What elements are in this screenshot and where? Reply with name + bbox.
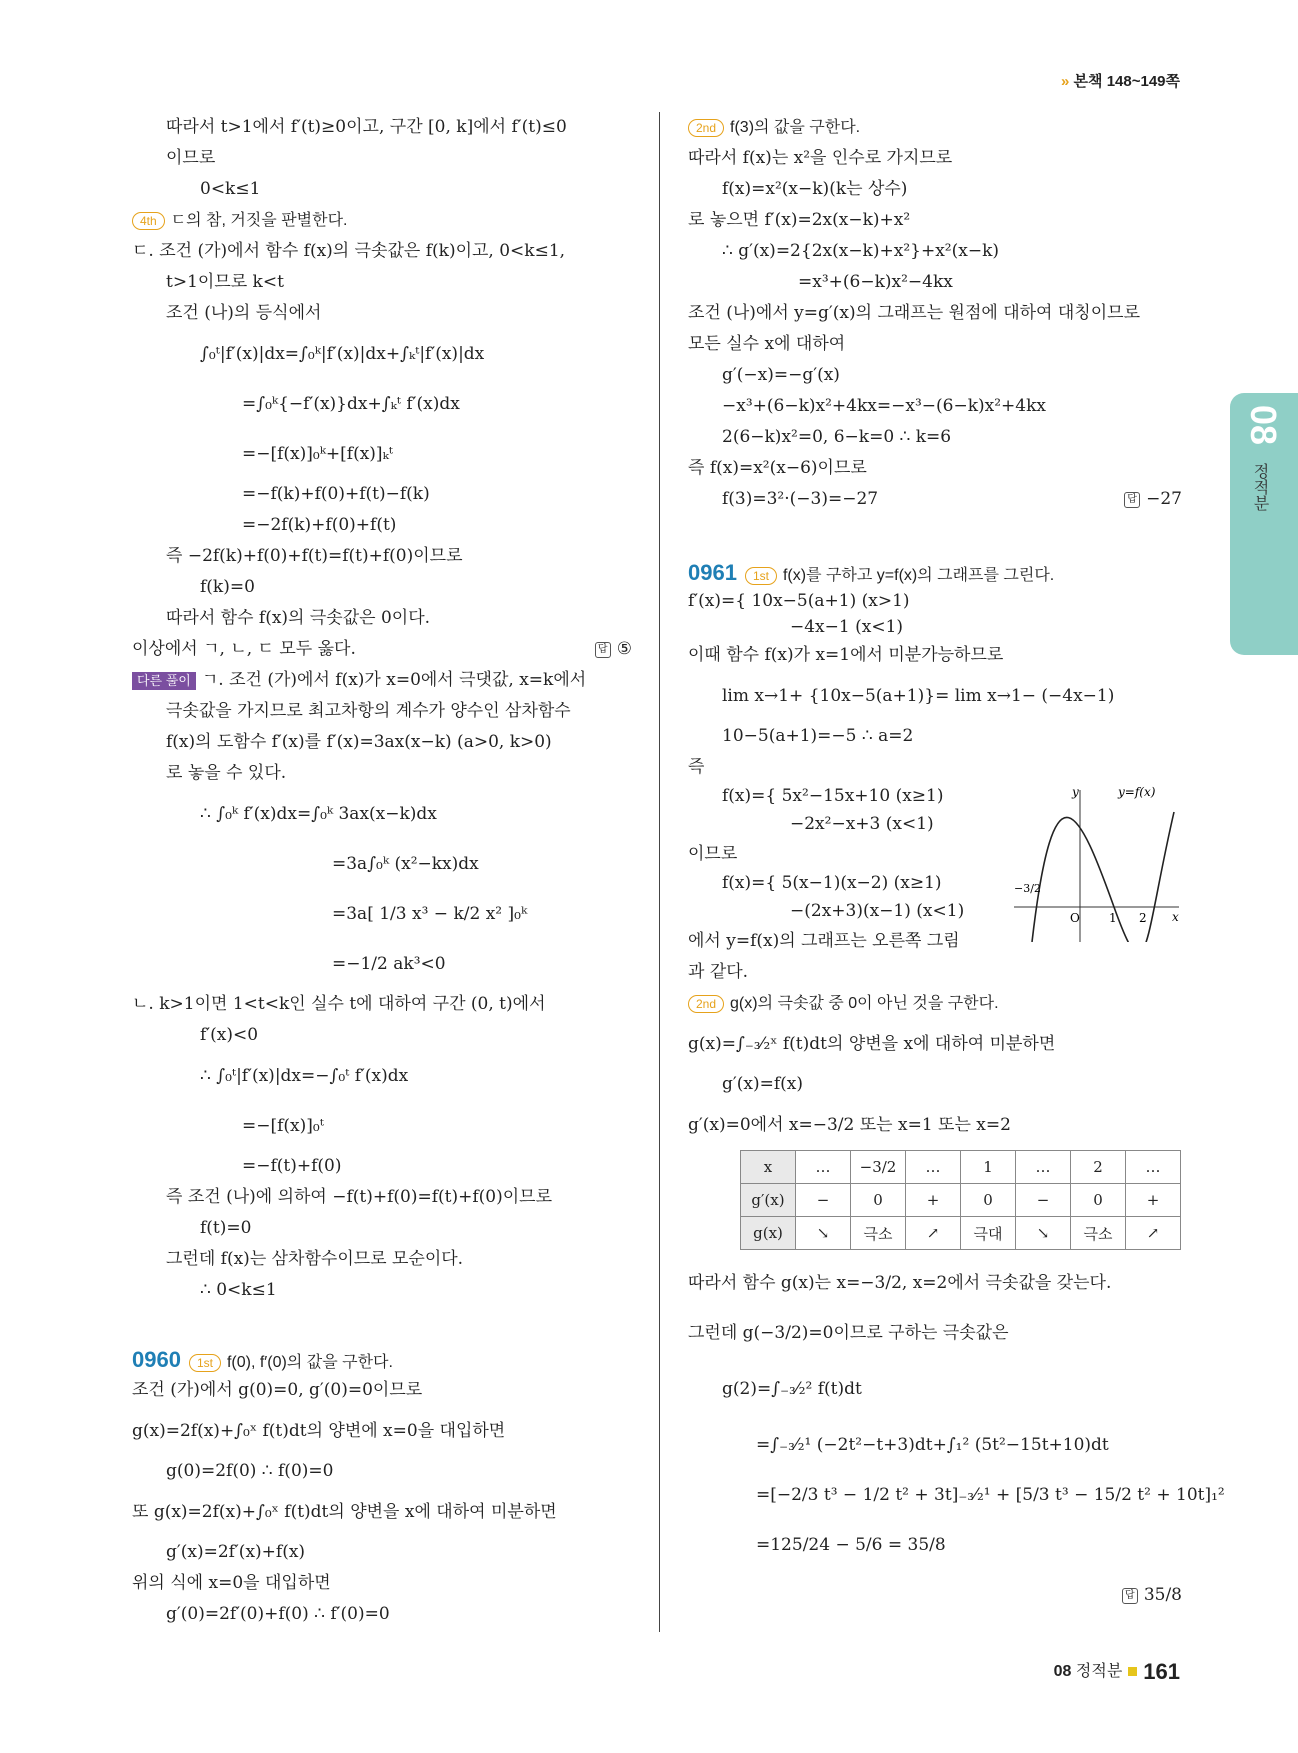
text-line: 즉 — [688, 757, 705, 777]
equation: f(x)={ 5x²−15x+10 (x≥1) — [722, 786, 944, 806]
page-header-ref: » 본책 148~149쪽 — [1061, 73, 1180, 90]
equation: g(x)=∫₋₃⁄₂ˣ f(t)dt의 양변을 x에 대하여 미분하면 — [688, 1034, 1056, 1054]
table-cell: − — [796, 1184, 851, 1217]
text-line: 이므로 — [166, 148, 216, 168]
text-line: 위의 식에 x=0을 대입하면 — [132, 1573, 331, 1593]
equation: g′(0)=2f′(0)+f(0) ∴ f′(0)=0 — [166, 1604, 390, 1624]
left-column — [132, 112, 632, 1630]
table-cell: … — [1016, 1151, 1071, 1184]
right-column — [688, 112, 1225, 1620]
step-title: g(x)의 극솟값 중 0이 아닌 것을 구한다. — [730, 995, 999, 1012]
table-cell: 극대 — [961, 1217, 1016, 1250]
table-row — [741, 1184, 1181, 1217]
equation: =−1/2 ak³<0 — [332, 954, 446, 974]
x-label: x — [1172, 910, 1179, 924]
text-line: 모든 실수 x에 대하여 — [688, 334, 846, 354]
equation: −x³+(6−k)x²+4kx=−x³−(6−k)x²+4kx — [722, 396, 1046, 416]
answer — [595, 634, 632, 665]
equation: −(2x+3)(x−1) (x<1) — [790, 901, 965, 921]
equation: =−[f(x)]₀ᵗ — [242, 1116, 324, 1136]
page-footer — [1054, 1658, 1180, 1685]
equation: =−f(t)+f(0) — [242, 1156, 342, 1176]
alt-solution-label: 다른 풀이 — [132, 672, 196, 690]
step-badge: 1st — [745, 567, 777, 585]
equation: f(x)={ 5(x−1)(x−2) (x≥1) — [722, 873, 942, 893]
answer-value: −27 — [1146, 489, 1182, 509]
text-line: ㄷ. 조건 (가)에서 함수 f(x)의 극솟값은 f(k)이고, 0<k≤1, — [132, 241, 566, 261]
equation: f(3)=3²·(−3)=−27 — [722, 489, 879, 509]
equation: g(2)=∫₋₃⁄₂² f(t)dt — [722, 1379, 862, 1399]
table-cell: + — [906, 1184, 961, 1217]
step-title: f(x)를 구하고 y=f(x)의 그래프를 그린다. — [782, 567, 1055, 584]
equation: g′(x)=2f′(x)+f(x) — [166, 1542, 306, 1562]
equation: −2x²−x+3 (x<1) — [790, 814, 934, 834]
equation: f(t)=0 — [200, 1218, 252, 1238]
answer — [1122, 1570, 1182, 1620]
problem-number: 0960 — [132, 1347, 181, 1372]
table-cell: 1 — [961, 1151, 1016, 1184]
equation: ∫₀ᵗ|f′(x)|dx=∫₀ᵏ|f′(x)|dx+∫ₖᵗ|f′(x)|dx — [200, 344, 485, 364]
equation: −4x−1 (x<1) — [790, 617, 904, 637]
equation: =−[f(x)]₀ᵏ+[f(x)]ₖᵗ — [242, 444, 393, 464]
text-line: 또 g(x)=2f(x)+∫₀ˣ f(t)dt의 양변을 x에 대하여 미분하면 — [132, 1502, 557, 1522]
chapter-label: 정적분 — [1251, 463, 1268, 511]
table-cell: 극소 — [851, 1217, 906, 1250]
text-line: 이므로 — [688, 844, 738, 864]
table-row — [741, 1217, 1181, 1250]
origin-label: O — [1070, 911, 1080, 925]
text-line: 즉 조건 (나)에 의하여 −f(t)+f(0)=f(t)+f(0)이므로 — [166, 1187, 553, 1207]
text-line: 이때 함수 f(x)가 x=1에서 미분가능하므로 — [688, 645, 1004, 665]
step-title: ㄷ의 참, 거짓을 판별한다. — [170, 212, 348, 229]
text-line: g(x)=2f(x)+∫₀ˣ f(t)dt의 양변에 x=0을 대입하면 — [132, 1421, 506, 1441]
step-title: f(3)의 값을 구한다. — [730, 119, 861, 136]
table-cell: 0 — [1071, 1184, 1126, 1217]
answer-value: 35/8 — [1143, 1585, 1182, 1605]
text-line: 조건 (나)에서 y=g′(x)의 그래프는 원점에 대하여 대칭이므로 — [688, 303, 1140, 323]
answer-icon: 답 — [595, 642, 611, 658]
text-line: ㄴ. k>1이면 1<t<k인 실수 t에 대하여 구간 (0, t)에서 — [132, 994, 546, 1014]
curve — [1032, 812, 1174, 942]
tick-1-label: 1 — [1109, 911, 1117, 925]
equation: ∴ 0<k≤1 — [200, 1280, 277, 1300]
step-badge: 2nd — [688, 119, 724, 137]
text-line: f(x)의 도함수 f′(x)를 f′(x)=3ax(x−k) (a>0, k>0) — [166, 732, 552, 752]
table-cell: ↗ — [1126, 1217, 1181, 1250]
text-line: ㄱ. 조건 (가)에서 f(x)가 x=0에서 극댓값, x=k에서 — [201, 670, 587, 690]
table-cell: g′(x) — [741, 1184, 796, 1217]
y-label: y — [1072, 785, 1079, 799]
text-line: 즉 f(x)=x²(x−6)이므로 — [688, 458, 867, 478]
step-badge: 2nd — [688, 995, 724, 1013]
step-badge: 4th — [132, 212, 165, 230]
chapter-side-tab — [1230, 393, 1298, 655]
equation: g′(−x)=−g′(x) — [722, 365, 840, 385]
equation: f(x)=x²(x−k)(k는 상수) — [722, 179, 908, 199]
step-title: f(0), f′(0)의 값을 구한다. — [226, 1354, 393, 1371]
function-graph — [1014, 782, 1184, 942]
problem-0961 — [688, 557, 1225, 1620]
equation: =−2f(k)+f(0)+f(t) — [242, 515, 397, 535]
equation: =x³+(6−k)x²−4kx — [798, 272, 953, 292]
footer-chapter: 08 — [1053, 1663, 1072, 1680]
page-number: 161 — [1143, 1658, 1180, 1684]
equation: =∫₋₃⁄₂¹ (−2t²−t+3)dt+∫₁² (5t²−15t+10)dt — [756, 1435, 1109, 1455]
equation: lim x→1+ {10x−5(a+1)}= lim x→1− (−4x−1) — [722, 686, 1115, 706]
problem-0960-heading — [132, 1344, 632, 1375]
answer-icon: 답 — [1124, 492, 1140, 508]
text-line: t>1이므로 k<t — [166, 272, 284, 292]
table-cell: ↗ — [906, 1217, 961, 1250]
text-line: 조건 (가)에서 g(0)=0, g′(0)=0이므로 — [132, 1380, 423, 1400]
equation: ∴ g′(x)=2{2x(x−k)+x²}+x²(x−k) — [722, 241, 999, 261]
text-line: 이상에서 ㄱ, ㄴ, ㄷ 모두 옳다. — [132, 639, 356, 659]
answer — [1124, 484, 1182, 515]
text-line: 따라서 함수 f(x)의 극솟값은 0이다. — [166, 608, 431, 628]
text-line: 그런데 f(x)는 삼차함수이므로 모순이다. — [166, 1249, 464, 1269]
step-badge: 1st — [189, 1354, 221, 1372]
problem-number: 0961 — [688, 560, 737, 585]
table-cell: g(x) — [741, 1217, 796, 1250]
table-cell: 0 — [851, 1184, 906, 1217]
table-cell: … — [906, 1151, 961, 1184]
text-line: 조건 (나)의 등식에서 — [166, 303, 322, 323]
text-line: 극솟값을 가지므로 최고차항의 계수가 양수인 삼차함수 — [166, 701, 571, 721]
footer-chapter-label: 정적분 — [1075, 1663, 1123, 1680]
neg-label: −3/2 — [1014, 882, 1041, 895]
table-cell: 2 — [1071, 1151, 1126, 1184]
table-cell: x — [741, 1151, 796, 1184]
equation: f′(x)<0 — [200, 1025, 259, 1045]
equation: =3a[ 1/3 x³ − k/2 x² ]₀ᵏ — [332, 904, 528, 924]
text-line: 즉 −2f(k)+f(0)+f(t)=f(t)+f(0)이므로 — [166, 546, 463, 566]
text-line: 따라서 f(x)는 x²을 인수로 가지므로 — [688, 148, 953, 168]
tick-2-label: 2 — [1139, 911, 1147, 925]
table-cell: 극소 — [1071, 1217, 1126, 1250]
equation: f′(x)={ 10x−5(a+1) (x>1) — [688, 591, 910, 611]
table-cell: ↘ — [796, 1217, 851, 1250]
text-line: 로 놓을 수 있다. — [166, 763, 287, 783]
text-line: 0<k≤1 — [200, 179, 261, 199]
equation: ∴ ∫₀ᵏ f′(x)dx=∫₀ᵏ 3ax(x−k)dx — [200, 804, 437, 824]
answer-value: ⑤ — [616, 639, 632, 659]
text-line: 에서 y=f(x)의 그래프는 오른쪽 그림 — [688, 931, 960, 951]
table-cell: ↘ — [1016, 1217, 1071, 1250]
equation: =−f(k)+f(0)+f(t)−f(k) — [242, 484, 430, 504]
problem-0961-heading — [688, 557, 1182, 588]
table-cell: 0 — [961, 1184, 1016, 1217]
text-line: 따라서 t>1에서 f′(t)≥0이고, 구간 [0, k]에서 f′(t)≤0 — [166, 117, 567, 137]
equation: 2(6−k)x²=0, 6−k=0 ∴ k=6 — [722, 427, 952, 447]
equation: =125/24 − 5/6 = 35/8 — [756, 1535, 946, 1555]
table-cell: … — [1126, 1151, 1181, 1184]
answer-icon: 답 — [1122, 1588, 1138, 1604]
equation: =3a∫₀ᵏ (x²−kx)dx — [332, 854, 479, 874]
equation: f(k)=0 — [200, 577, 255, 597]
table-cell: − — [1016, 1184, 1071, 1217]
sign-table — [740, 1150, 1181, 1250]
equation: g(0)=2f(0) ∴ f(0)=0 — [166, 1461, 334, 1481]
text-line: 그런데 g(−3/2)=0이므로 구하는 극솟값은 — [688, 1323, 1009, 1343]
equation: ∴ ∫₀ᵗ|f′(x)|dx=−∫₀ᵗ f′(x)dx — [200, 1066, 409, 1086]
square-icon — [1128, 1667, 1137, 1676]
equation: =[−2/3 t³ − 1/2 t² + 3t]₋₃⁄₂¹ + [5/3 t³ − 15/2 t² + 10t]₁² — [756, 1485, 1225, 1505]
text-line: 따라서 함수 g(x)는 x=−3/2, x=2에서 극솟값을 갖는다. — [688, 1273, 1112, 1293]
text-line: 로 놓으면 f′(x)=2x(x−k)+x² — [688, 210, 911, 230]
table-cell: + — [1126, 1184, 1181, 1217]
table-row — [741, 1151, 1181, 1184]
equation: g′(x)=f(x) — [722, 1074, 803, 1094]
text-line: 과 같다. — [688, 962, 749, 982]
column-divider — [659, 112, 660, 1632]
table-cell: −3/2 — [851, 1151, 906, 1184]
curve-label: y=f(x) — [1118, 785, 1156, 799]
equation: 10−5(a+1)=−5 ∴ a=2 — [722, 726, 914, 746]
equation: =∫₀ᵏ{−f′(x)}dx+∫ₖᵗ f′(x)dx — [242, 394, 460, 414]
table-cell: … — [796, 1151, 851, 1184]
double-chevron-icon: » — [1061, 73, 1070, 90]
equation: g′(x)=0에서 x=−3/2 또는 x=1 또는 x=2 — [688, 1115, 1011, 1135]
chapter-number: 08 — [1243, 405, 1284, 446]
